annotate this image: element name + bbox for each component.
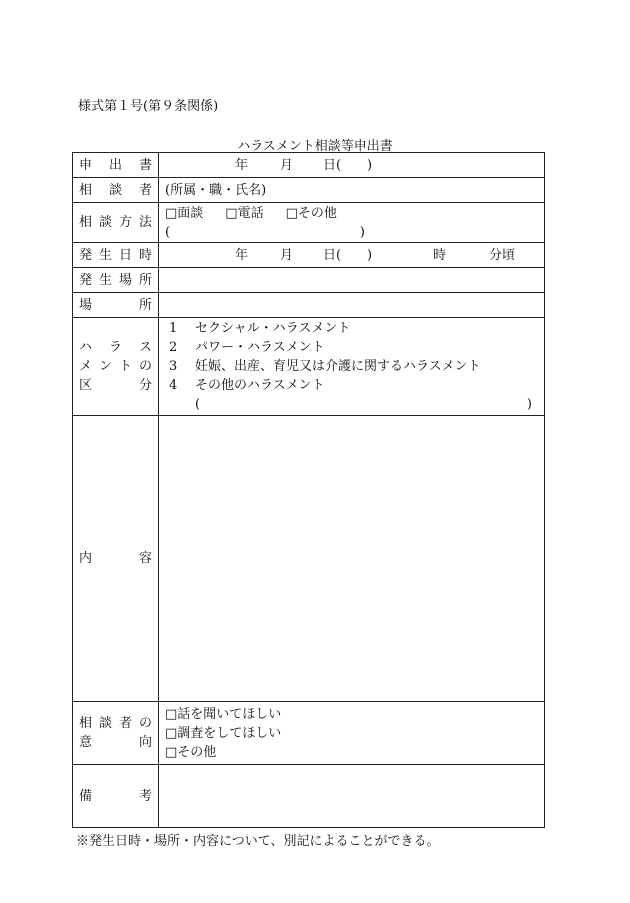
row-consultant <box>73 178 545 203</box>
row-content <box>73 416 545 702</box>
label-remarks: 備 考 <box>73 765 159 828</box>
label-occurrence-place: 発 生 場 所 <box>73 268 159 293</box>
method-option-phone[interactable]: □電話 <box>225 205 264 221</box>
application-date-field[interactable] <box>159 153 545 178</box>
intention-field <box>159 702 545 765</box>
consultant-hint: (所属・職・氏名) <box>165 182 267 198</box>
method-option-other[interactable]: □その他 <box>285 205 337 221</box>
consultant-field[interactable] <box>159 178 545 203</box>
form-number: 様式第１号(第９条関係) <box>78 99 219 114</box>
day-label: 日( <box>323 157 342 173</box>
method-field <box>159 203 545 243</box>
label-intention: 相 談 者 の 意 向 <box>73 702 159 765</box>
harassment-type-field <box>159 318 545 416</box>
application-form-table <box>72 152 545 828</box>
intention-option-investigate[interactable]: □調査をしてほしい <box>165 725 282 741</box>
remarks-field[interactable] <box>159 765 545 828</box>
method-option-meeting[interactable]: □面談 <box>165 205 204 221</box>
paren-close: ) <box>367 157 373 173</box>
harassment-option-4[interactable]: 4 その他のハラスメント <box>169 378 325 393</box>
label-place: 場 所 <box>73 293 159 318</box>
harassment-option-1[interactable]: 1 セクシャル・ハラスメント <box>169 321 351 336</box>
document-title: ハラスメント相談等申出書 <box>237 139 393 154</box>
label-content: 内 容 <box>73 416 159 702</box>
row-occurrence-place <box>73 268 545 293</box>
row-intention <box>73 702 545 765</box>
occurrence-place-field[interactable] <box>159 268 545 293</box>
label-consultant: 相 談 者 <box>73 178 159 203</box>
label-application-date: 申 出 書 <box>73 153 159 178</box>
harassment-option-3[interactable]: 3 妊娠、出産、育児又は介護に関するハラスメント <box>169 359 481 374</box>
label-occurrence-datetime: 発 生 日 時 <box>73 243 159 268</box>
row-harassment-type <box>73 318 545 416</box>
harassment-option-2[interactable]: 2 パワー・ハラスメント <box>169 340 325 355</box>
footnote: ※発生日時・場所・内容について、別記によることができる。 <box>76 834 440 849</box>
year-label: 年 <box>235 157 249 173</box>
label-harassment-type: ハ ラ ス メ ン ト の 区 分 <box>73 318 159 416</box>
place-field[interactable] <box>159 293 545 318</box>
row-method <box>73 203 545 243</box>
label-method: 相 談 方 法 <box>73 203 159 243</box>
month-label: 月 <box>280 157 294 173</box>
method-other-input[interactable]: ( ) <box>165 224 365 240</box>
occurrence-datetime-field[interactable]: 年 月 日( ) 時 分頃 <box>159 243 545 268</box>
intention-option-listen[interactable]: □話を聞いてほしい <box>165 706 282 722</box>
row-place <box>73 293 545 318</box>
row-application-date <box>73 153 545 178</box>
intention-option-other[interactable]: □その他 <box>165 744 217 760</box>
row-occurrence-datetime <box>73 243 545 268</box>
harassment-other-input[interactable]: ( ) <box>195 397 532 412</box>
content-field[interactable] <box>159 416 545 702</box>
row-remarks <box>73 765 545 828</box>
